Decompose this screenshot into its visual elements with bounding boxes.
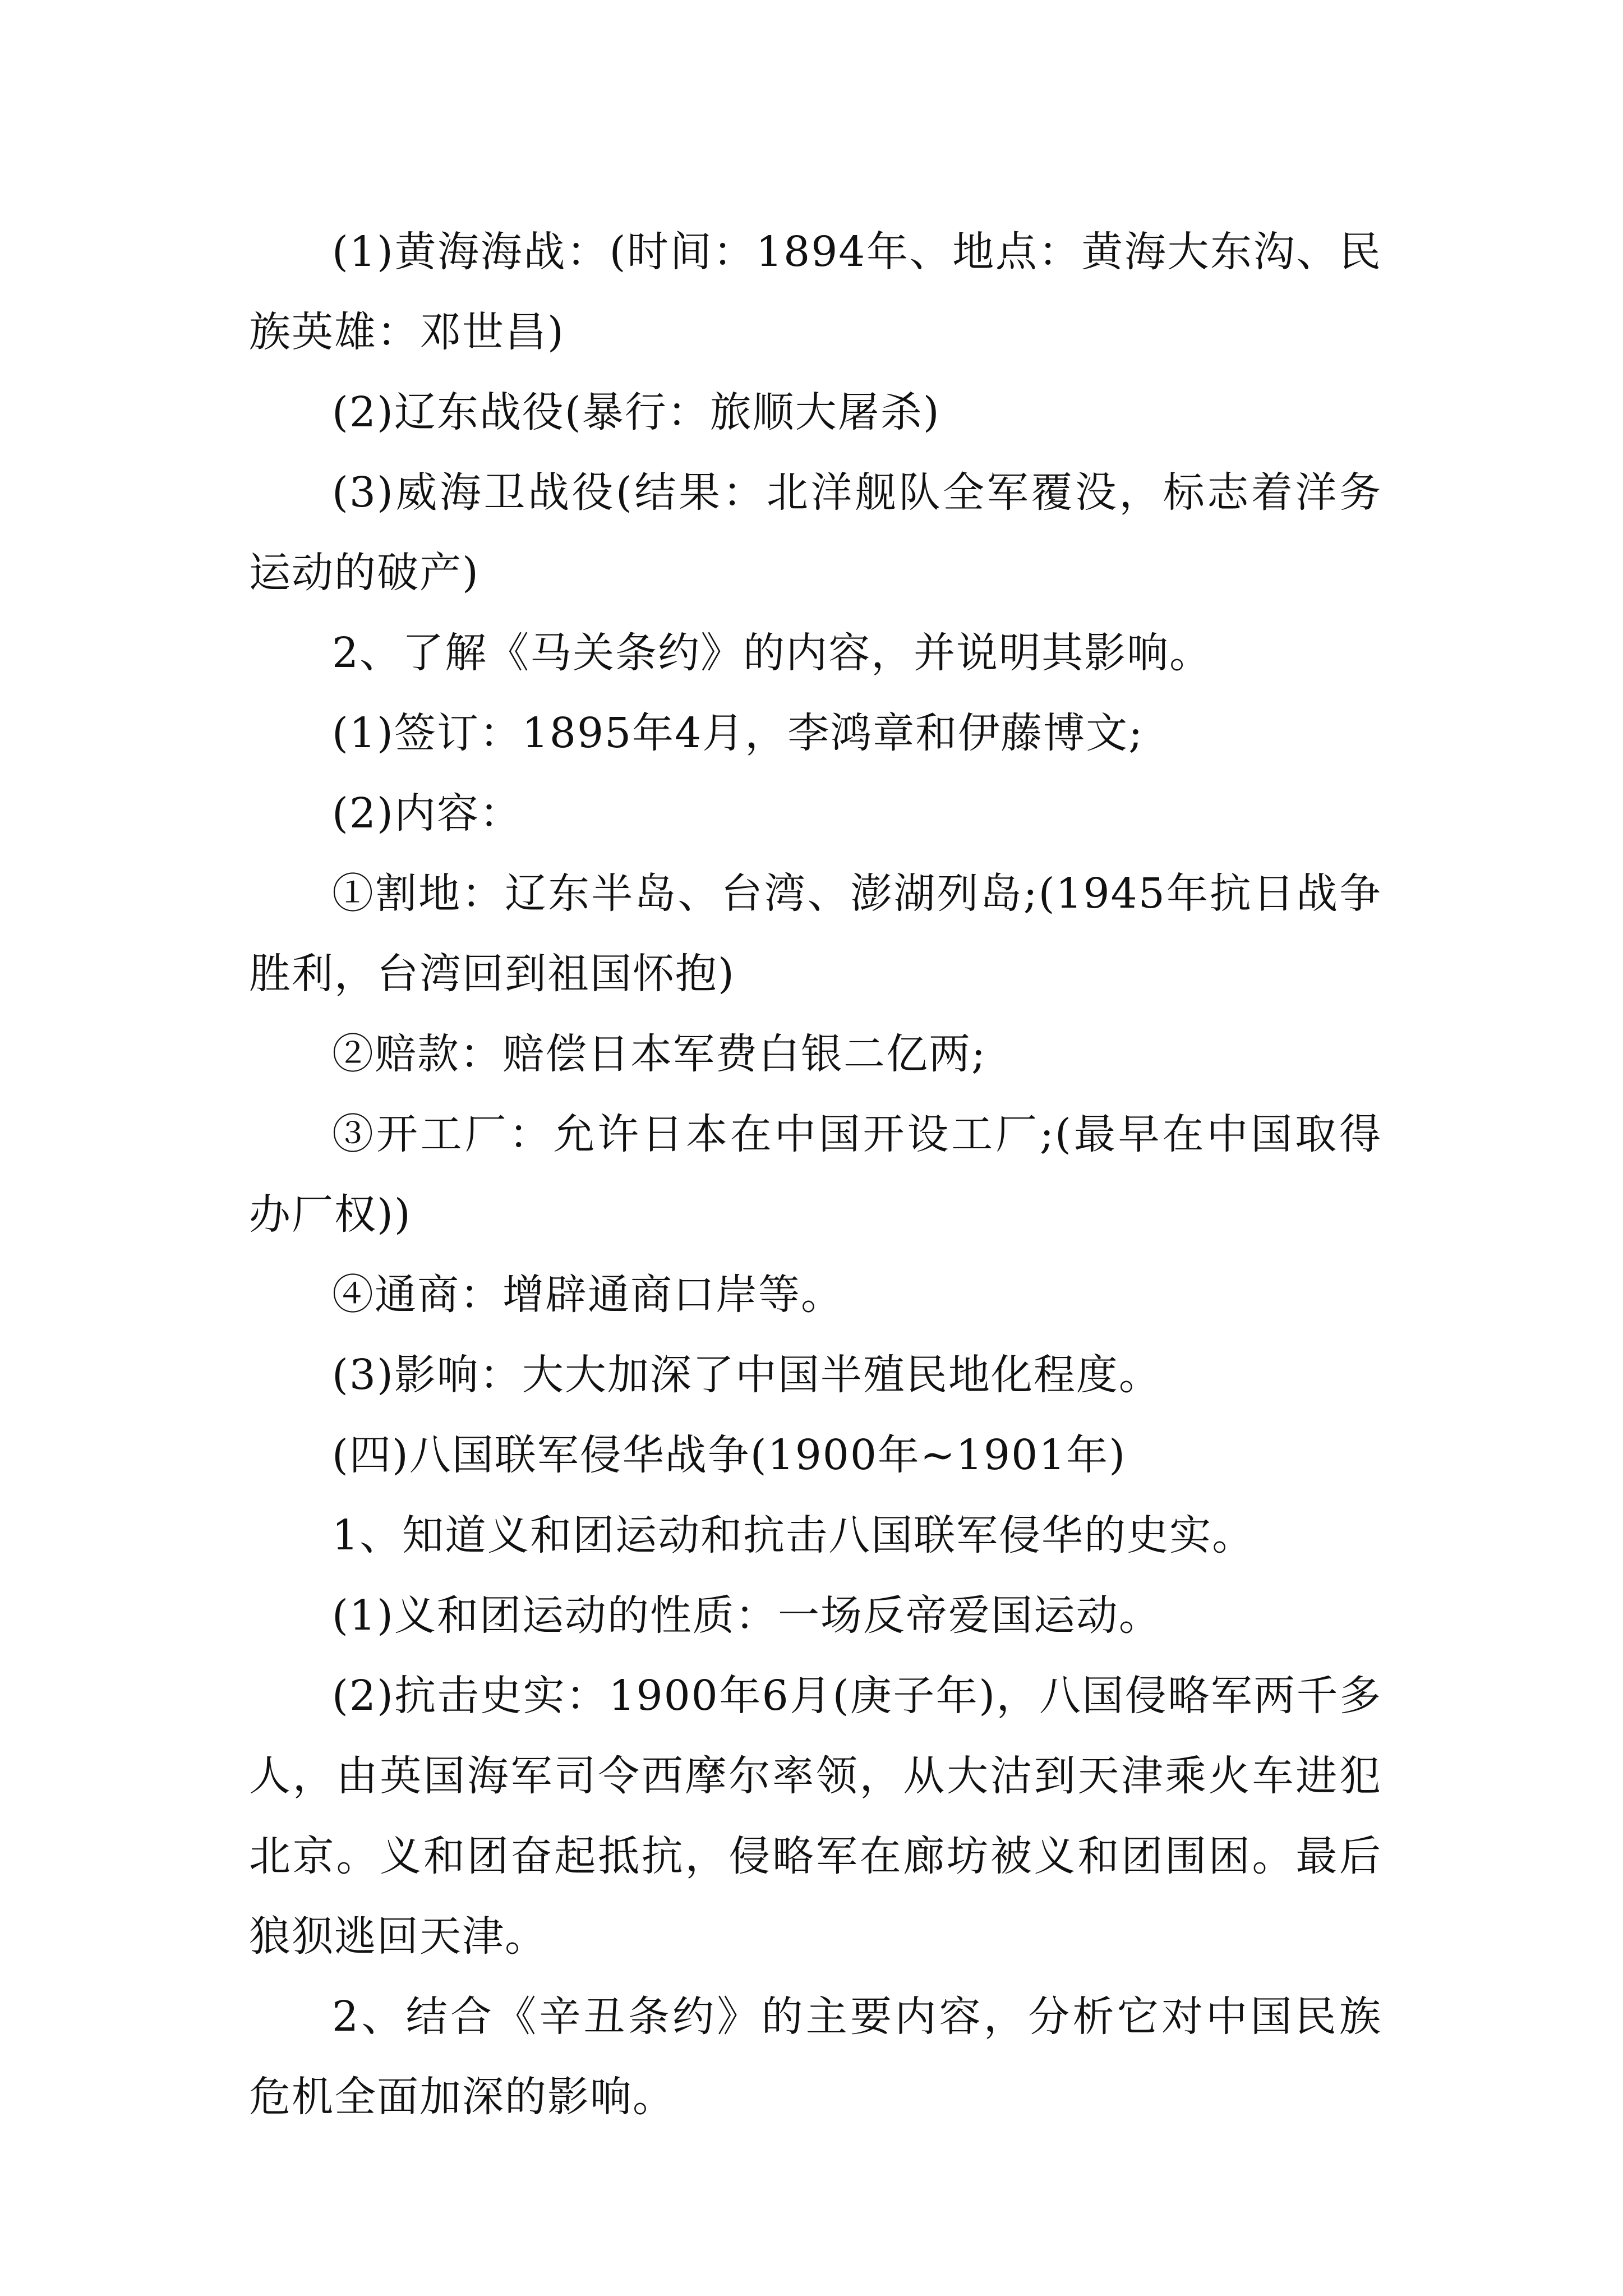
- paragraph-factories: ③开工厂：允许日本在中国开设工厂;(最早在中国取得办厂权)): [249, 1110, 1382, 1239]
- paragraph-weihaiwei-campaign: (3)威海卫战役(结果：北洋舰队全军覆没，标志着洋务运动的破产): [249, 468, 1382, 597]
- paragraph-boxer-protocol-heading: 2、结合《辛丑条约》的主要内容，分析它对中国民族危机全面加深的影响。: [249, 1993, 1382, 2121]
- paragraph-treaty-influence: (3)影响：大大加深了中国半殖民地化程度。: [332, 1351, 1161, 1399]
- paragraph-yellow-sea-battle: (1)黄海海战：(时间：1894年、地点：黄海大东沟、民族英雄：邓世昌): [249, 228, 1382, 356]
- paragraph-treaty-signing: (1)签订：1895年4月，李鸿章和伊藤博文;: [332, 709, 1144, 757]
- paragraph-liaodong-campaign: (2)辽东战役(暴行：旅顺大屠杀): [332, 388, 940, 436]
- paragraph-boxer-movement-heading: 1、知道义和团运动和抗击八国联军侵华的史实。: [332, 1511, 1255, 1559]
- paragraph-boxer-nature: (1)义和团运动的性质：一场反帝爱国运动。: [332, 1591, 1161, 1640]
- paragraph-treaty-content-label: (2)内容：: [332, 789, 522, 838]
- paragraph-trade-ports: ④通商：增辟通商口岸等。: [332, 1271, 843, 1319]
- paragraph-eight-nation-heading: (四)八国联军侵华战争(1900年~1901年): [332, 1431, 1127, 1479]
- paragraph-resistance-facts: (2)抗击史实：1900年6月(庚子年)，八国侵略军两千多人，由英国海军司令西摩尔率领，从大沽到天津乘火车进犯北京。义和团奋起抵抗，侵略军在廊坊被义和团围困。最后狼狈逃回天津。: [249, 1672, 1382, 1961]
- paragraph-cession-of-territory: ①割地：辽东半岛、台湾、澎湖列岛;(1945年抗日战争胜利，台湾回到祖国怀抱): [249, 869, 1382, 998]
- paragraph-treaty-shimonoseki-heading: 2、了解《马关条约》的内容，并说明其影响。: [332, 629, 1212, 677]
- document-body: [249, 212, 1382, 2137]
- paragraph-indemnity: ②赔款：赔偿日本军费白银二亿两;: [332, 1030, 986, 1078]
